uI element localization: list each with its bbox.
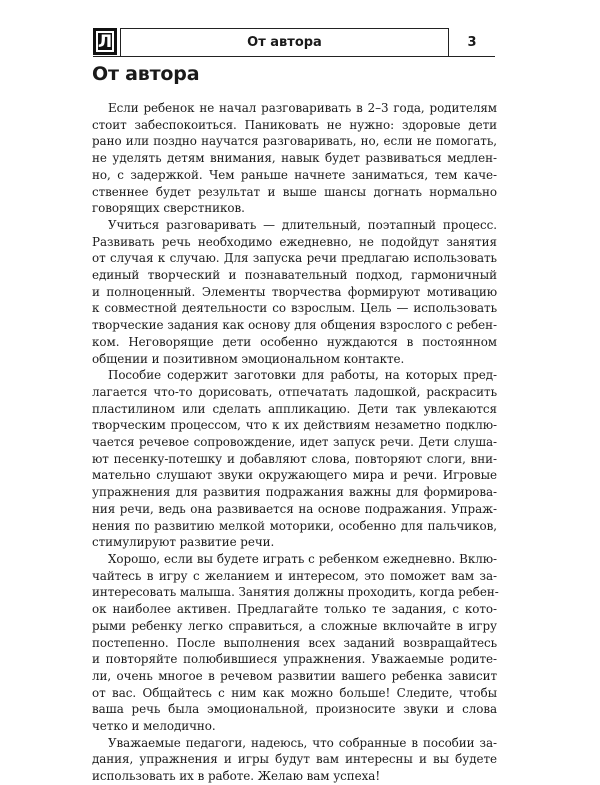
paragraph: [92, 367, 497, 551]
text-line: четко и мелодично.: [92, 719, 216, 734]
text-line: но, с задержкой. Чем раньше начнете заниматься, тем каче-: [92, 167, 497, 182]
text-line: от случая к случаю. Для запуска речи предлагаю использовать: [92, 251, 497, 266]
text-line: творческим процессом, что к их действиям незаметно подклю-: [92, 418, 497, 433]
text-line: единый творческий и познавательный подход, гармоничный: [92, 268, 497, 283]
text-line: Развивать речь необходимо ежедневно, не подойдут занятия: [92, 234, 497, 249]
text-line: от вас. Общайтесь с ним как можно больше! Следите, чтобы: [92, 685, 497, 700]
paragraph: [92, 551, 497, 735]
text-line: ют песенку-потешку и добавляют слова, повторяют слоги, вни-: [92, 451, 497, 466]
page-number: 3: [467, 34, 477, 50]
header-title: От автора: [120, 28, 449, 56]
text-line: общении и позитивном эмоциональном контакте.: [92, 351, 405, 366]
text-line: дания, упражнения и игры будут вам интересны и вы будете: [92, 752, 497, 767]
text-line: и повторяйте полюбившиеся упражнения. Уважаемые родите-: [92, 652, 497, 667]
text-line: рыми ребенку легко справиться, а сложные включайте в игру: [92, 618, 497, 633]
text-line: Если ребенок не начал разговаривать в 2–3 года, родителям: [108, 101, 497, 115]
text-line: нения по развитию мелкой моторики, особенно для пальчиков,: [92, 518, 497, 533]
text-line: чается речевое сопровождение, идет запуск речи. Дети слуша-: [92, 435, 497, 450]
text-line: не уделять детям внимания, навык будет развиваться медлен-: [92, 151, 497, 166]
text-line: упражнения для развития подражания важны для формирова-: [92, 485, 497, 500]
text-line: ком. Неговорящие дети особенно нуждаются в постоянном: [92, 334, 497, 349]
text-line: Уважаемые педагоги, надеюсь, что собранные в пособии за-: [108, 735, 497, 750]
text-line: к совместной деятельности со взрослым. Цель — использовать: [92, 301, 497, 316]
text-line: ок наиболее активен. Предлагайте только те задания, с кото-: [92, 602, 497, 617]
text-line: ваша речь была эмоциональной, произносите звуки и слова: [92, 702, 497, 717]
text-line: Учиться разговаривать — длительный, поэтапный процесс.: [108, 217, 497, 232]
body-text: [92, 100, 497, 785]
text-line: ственнее будет результат и выше шансы догнать нормально: [92, 184, 497, 199]
text-line: Пособие содержит заготовки для работы, на которых пред-: [108, 368, 497, 383]
text-line: интересовать малыша. Занятия должны проходить, когда ребен-: [92, 585, 499, 600]
text-line: использовать их в работе. Желаю вам успеха!: [92, 769, 381, 784]
text-line: Хорошо, если вы будете играть с ребенком ежедневно. Вклю-: [108, 551, 497, 566]
text-line: пластилином или сделать аппликацию. Дети так увлекаются: [92, 401, 497, 416]
text-line: мательно слушают звуки окружающего мира и речи. Игровые: [92, 468, 497, 483]
text-line: стоит забеспокоиться. Паниковать не нужно: здоровые дети: [92, 117, 497, 132]
paragraph: [92, 217, 497, 367]
text-line: постепенно. После выполнения всех заданий возвращайтесь: [92, 635, 497, 650]
text-line: и полноценный. Элементы творчества формируют мотивацию: [92, 284, 497, 299]
text-line: ли, очень многое в речевом развитии вашего ребенка зависит: [92, 668, 497, 683]
paragraph: [92, 735, 497, 785]
text-line: рано или поздно научатся разговаривать, но, если не помогать,: [92, 134, 497, 149]
paragraph: [92, 100, 497, 217]
text-line: творческие задания как основу для общения взрослого с ребен-: [92, 318, 497, 333]
text-line: ния речи, ведь она развивается на основе подражания. Упраж-: [92, 501, 497, 516]
text-line: лагается что-то дорисовать, отпечатать ладошкой, раскрасить: [92, 384, 497, 399]
text-line: стимулируют развитие речи.: [92, 535, 275, 550]
section-heading: От автора: [92, 63, 200, 85]
text-line: чайтесь в игру с желанием и интересом, это поможет вам за-: [92, 568, 497, 583]
publisher-logo: Л: [93, 28, 117, 55]
running-header: [93, 28, 495, 57]
text-line: говорящих сверстников.: [92, 201, 245, 216]
